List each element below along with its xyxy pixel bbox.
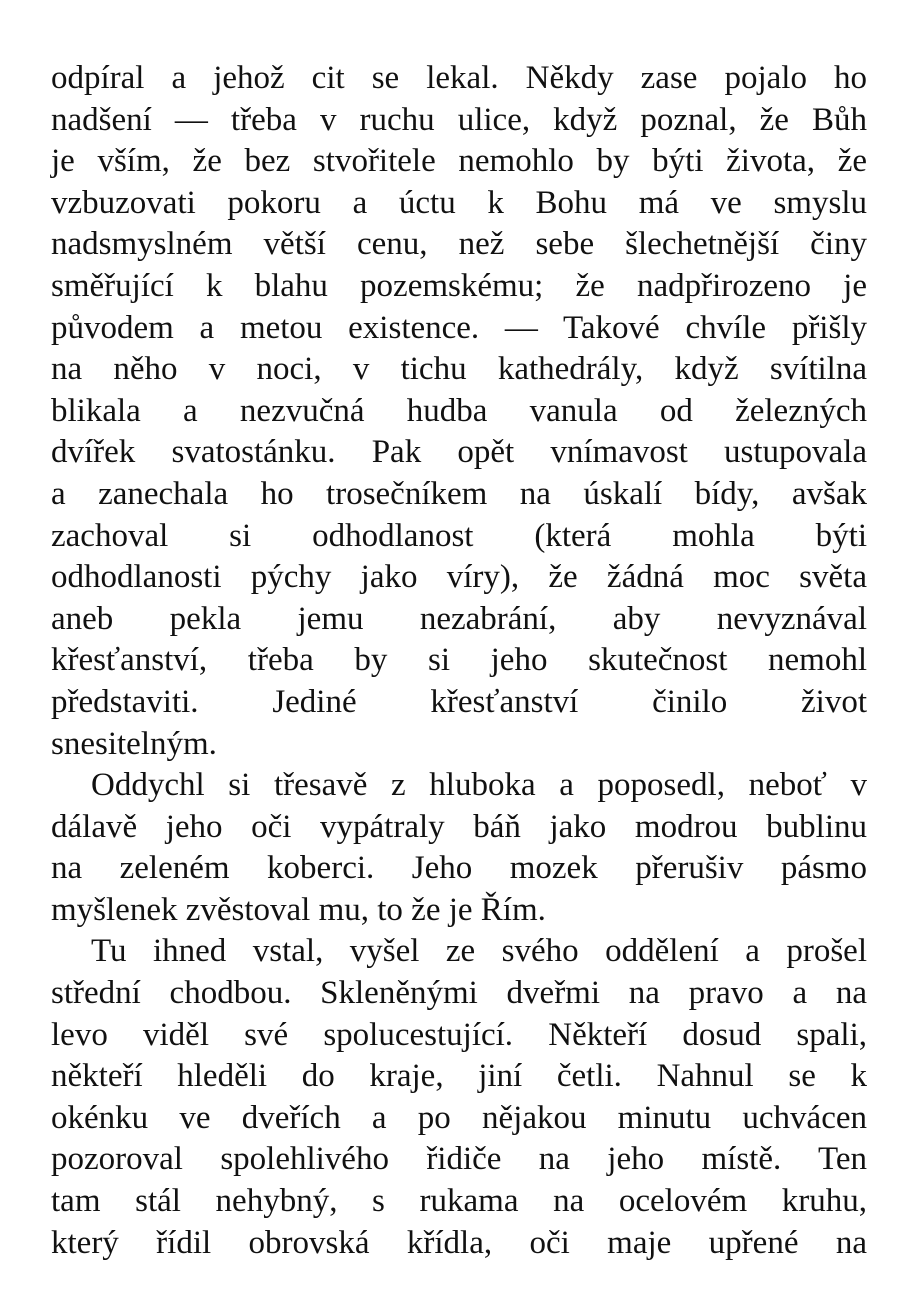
text-line: představiti. Jediné křesťanství činilo život: [51, 683, 867, 720]
text-line: původem a metou existence. — Takové chvíle přišly: [51, 309, 867, 346]
text-line: tam stál nehybný, s rukama na ocelovém kruhu,: [51, 1183, 867, 1220]
text-line: odpíral a jehož cit se lekal. Někdy zase pojalo ho: [51, 60, 867, 96]
paragraph-1: [51, 58, 867, 765]
paragraph-3: [51, 931, 867, 1264]
text-line: křesťanství, třeba by si jeho skutečnost nemohl: [51, 642, 867, 679]
text-line: na něho v noci, v tichu kathedrály, když svítilna: [51, 351, 867, 388]
text-line: nadsmyslném větší cenu, než sebe šlechetnější činy: [51, 226, 867, 263]
text-line: odhodlanosti pýchy jako víry), že žádná moc světa: [51, 559, 867, 596]
text-line: dvířek svatostánku. Pak opět vnímavost ustupovala: [51, 434, 867, 471]
text-line: aneb pekla jemu nezabrání, aby nevyznával: [51, 600, 867, 637]
text-line: myšlenek zvěstoval mu, to že je Řím.: [51, 891, 546, 928]
text-line: nadšení — třeba v ruchu ulice, když poznal, že Bůh: [51, 101, 867, 138]
text-line: na zeleném koberci. Jeho mozek přerušiv pásmo: [51, 850, 867, 887]
text-line: vzbuzovati pokoru a úctu k Bohu má ve smyslu: [51, 184, 867, 221]
paragraph-2: [51, 765, 867, 931]
text-line: dálavě jeho oči vypátraly báň jako modrou bublinu: [51, 808, 867, 845]
text-line: levo viděl své spolucestující. Někteří dosud spali,: [51, 1016, 867, 1053]
text-line: snesitelným.: [51, 725, 217, 762]
text-line: někteří hleděli do kraje, jiní četli. Nahnul se k: [51, 1058, 867, 1095]
text-line: který řídil obrovská křídla, oči maje upřené na: [51, 1224, 867, 1261]
text-line: zachoval si odhodlanost (která mohla býti: [51, 517, 867, 554]
text-line: Tu ihned vstal, vyšel ze svého oddělení a prošel: [91, 933, 867, 970]
text-line: je vším, že bez stvořitele nemohlo by býti života, že: [51, 143, 867, 180]
text-line: pozoroval spolehlivého řidiče na jeho místě. Ten: [51, 1141, 867, 1178]
text-line: a zanechala ho trosečníkem na úskalí bídy, avšak: [51, 475, 867, 512]
text-line: směřující k blahu pozemskému; že nadpřirozeno je: [51, 267, 867, 304]
text-line: blikala a nezvučná hudba vanula od železných: [51, 392, 867, 429]
text-line: okénku ve dveřích a po nějakou minutu uchvácen: [51, 1099, 867, 1136]
page-text: [51, 58, 867, 1264]
text-line: Oddychl si třesavě z hluboka a poposedl, neboť v: [91, 767, 867, 804]
text-line: střední chodbou. Skleněnými dveřmi na pravo a na: [51, 975, 867, 1012]
